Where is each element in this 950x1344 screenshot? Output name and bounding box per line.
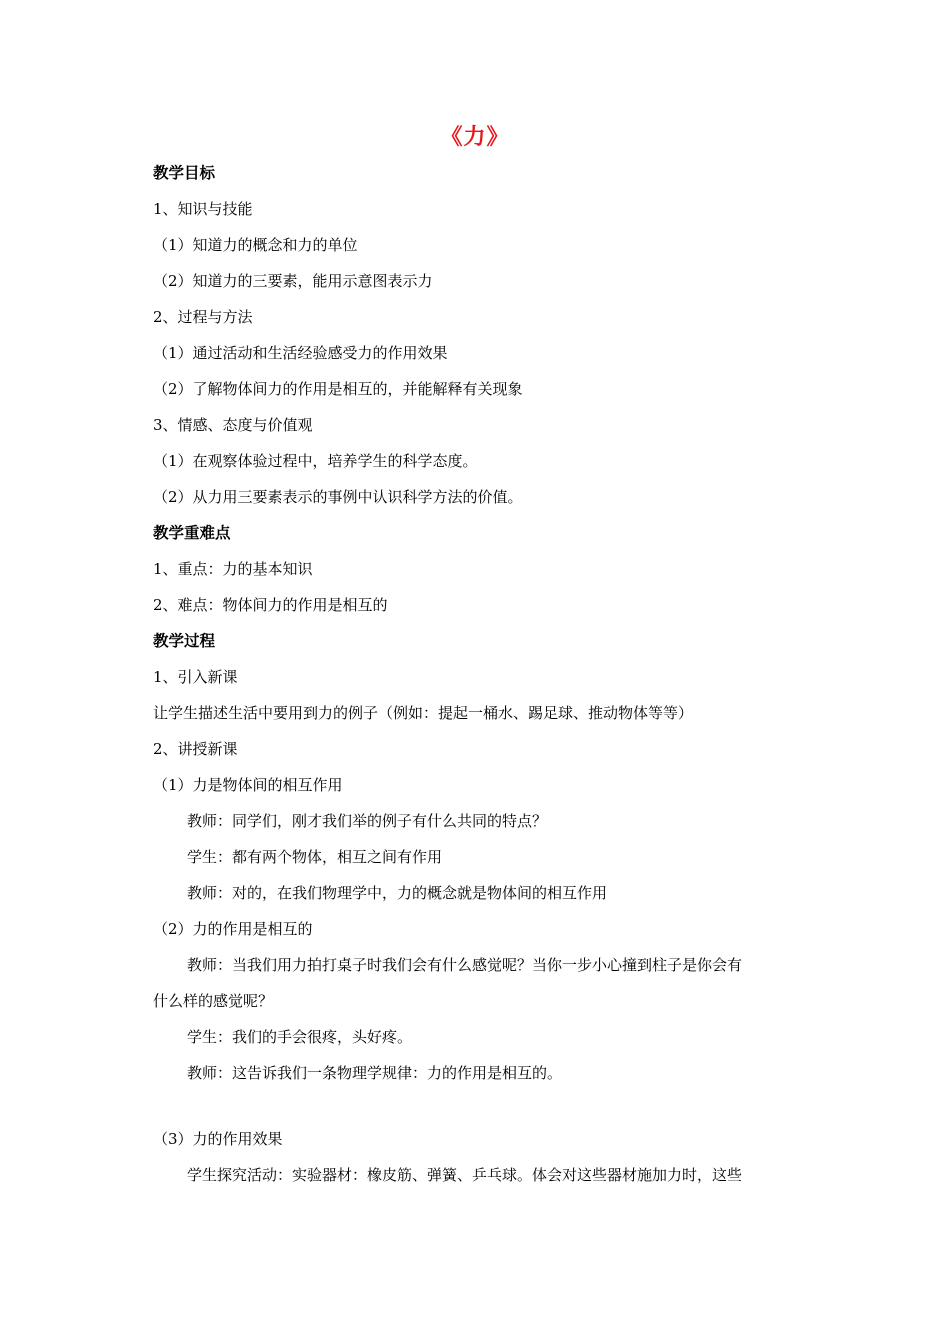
- document-body: [153, 160, 813, 1198]
- paragraph-line: 教师：这告诉我们一条物理学规律：力的作用是相互的。: [187, 1064, 563, 1082]
- paragraph-line: 1、引入新课: [153, 668, 238, 686]
- paragraph-line: 教师：同学们，刚才我们举的例子有什么共同的特点？: [187, 812, 548, 830]
- paragraph-line: 学生：我们的手会很疼，头好疼。: [187, 1028, 413, 1046]
- paragraph-line: （2）从力用三要素表示的事例中认识科学方法的价值。: [153, 488, 523, 506]
- paragraph-line: 2、难点：物体间力的作用是相互的: [153, 596, 388, 614]
- paragraph-line: （1）通过活动和生活经验感受力的作用效果: [153, 344, 448, 362]
- section-heading: 教学重难点: [153, 523, 231, 542]
- paragraph-line: 2、过程与方法: [153, 308, 253, 326]
- paragraph-line: （1）力是物体间的相互作用: [153, 776, 343, 794]
- paragraph-line: （2）知道力的三要素，能用示意图表示力: [153, 272, 433, 290]
- paragraph-line: （1）在观察体验过程中，培养学生的科学态度。: [153, 452, 478, 470]
- document-title: 《力》: [440, 124, 510, 150]
- paragraph-line: （3）力的作用效果: [153, 1130, 283, 1148]
- paragraph-line: 学生：都有两个物体，相互之间有作用: [187, 848, 443, 866]
- paragraph-line: 2、讲授新课: [153, 740, 238, 758]
- paragraph-line: （1）知道力的概念和力的单位: [153, 236, 358, 254]
- section-heading: 教学目标: [153, 163, 216, 182]
- paragraph-line: 3、情感、态度与价值观: [153, 416, 313, 434]
- paragraph-line: 教师：当我们用力拍打桌子时我们会有什么感觉呢？当你一步小心撞到柱子是你会有: [187, 956, 743, 974]
- section-heading: 教学过程: [153, 631, 216, 650]
- paragraph-line: （2）力的作用是相互的: [153, 920, 313, 938]
- paragraph-line: （2）了解物体间力的作用是相互的，并能解释有关现象: [153, 380, 523, 398]
- paragraph-line: 让学生描述生活中要用到力的例子（例如：提起一桶水、踢足球、推动物体等等）: [153, 704, 694, 722]
- paragraph-line: 1、知识与技能: [153, 200, 253, 218]
- blank-line: [153, 1096, 813, 1126]
- paragraph-line: 1、重点：力的基本知识: [153, 560, 313, 578]
- paragraph-line: 什么样的感觉呢？: [153, 992, 274, 1010]
- paragraph-line: 学生探究活动：实验器材：橡皮筋、弹簧、乒乓球。体会对这些器材施加力时，这些: [187, 1166, 743, 1184]
- paragraph-line: 教师：对的，在我们物理学中，力的概念就是物体间的相互作用: [187, 884, 608, 902]
